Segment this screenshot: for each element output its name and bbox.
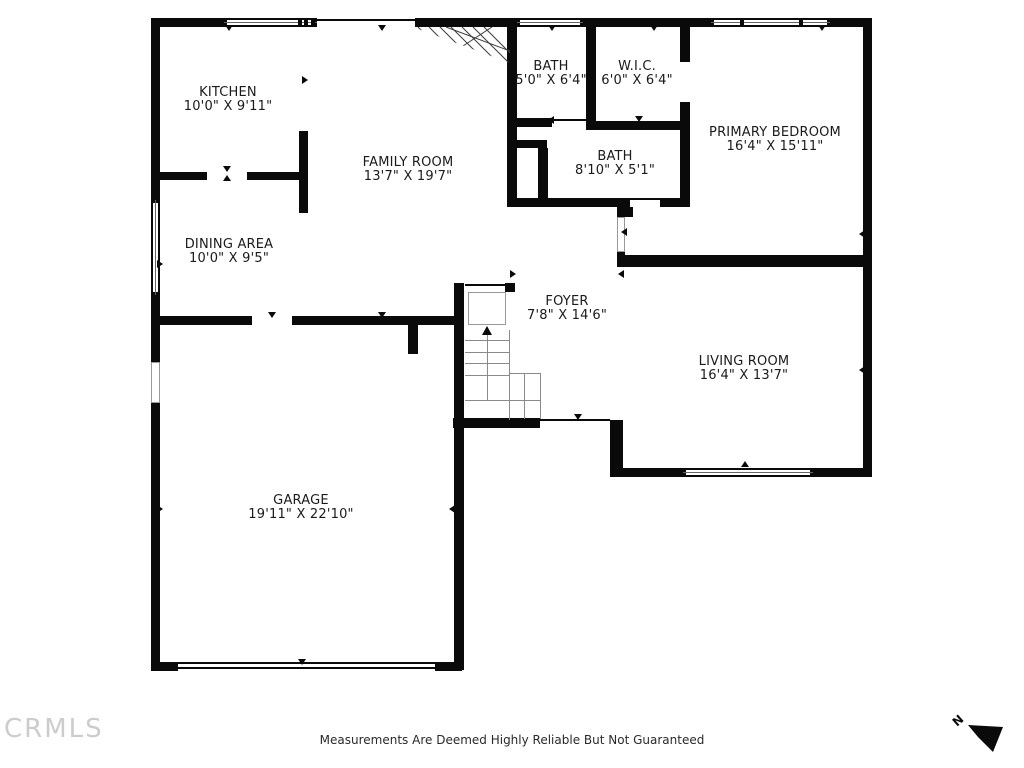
- room-label-bath-hall: [575, 150, 655, 178]
- room-dims: 8'10" X 5'1": [574, 163, 656, 178]
- room-dims: 13'7" X 19'7": [363, 169, 453, 184]
- room-name: FAMILY ROOM: [362, 155, 454, 170]
- room-label-bath-upper: [515, 60, 587, 88]
- disclaimer-text: Measurements Are Deemed Highly Reliable But Not Guaranteed: [319, 733, 705, 747]
- room-name: DINING AREA: [184, 237, 274, 252]
- stairs-up-arrow: [482, 326, 492, 335]
- room-dims: 16'4" X 15'11": [726, 139, 824, 154]
- room-name: BATH: [597, 149, 633, 164]
- room-name: PRIMARY BEDROOM: [709, 125, 841, 140]
- room-dims: 10'0" X 9'11": [183, 99, 273, 114]
- room-label-garage: [248, 494, 353, 522]
- north-arrow-label: N: [949, 712, 967, 730]
- room-name: LIVING ROOM: [698, 354, 790, 369]
- crmls-watermark: CRMLS: [4, 714, 104, 744]
- room-dims: 7'8" X 14'6": [526, 308, 608, 323]
- room-dims: 10'0" X 9'5": [188, 251, 270, 266]
- room-label-family-room: [363, 156, 454, 184]
- room-dims: 5'0" X 6'4": [515, 73, 587, 88]
- room-label-dining-area: [185, 238, 274, 266]
- room-label-wic: [601, 60, 673, 88]
- room-name: KITCHEN: [199, 85, 257, 100]
- room-name: GARAGE: [273, 493, 329, 508]
- room-dims: 19'11" X 22'10": [248, 507, 354, 522]
- room-dims: 6'0" X 6'4": [601, 73, 673, 88]
- room-label-foyer: [527, 295, 607, 323]
- room-label-living-room: [699, 355, 790, 383]
- room-dims: 16'4" X 13'7": [699, 368, 789, 383]
- room-name: BATH: [533, 59, 569, 74]
- room-label-kitchen: [184, 86, 273, 114]
- stair-hatch: [385, 27, 520, 63]
- room-name: FOYER: [545, 294, 589, 309]
- room-name: W.I.C.: [618, 59, 656, 74]
- room-label-primary-bedroom: [709, 126, 841, 154]
